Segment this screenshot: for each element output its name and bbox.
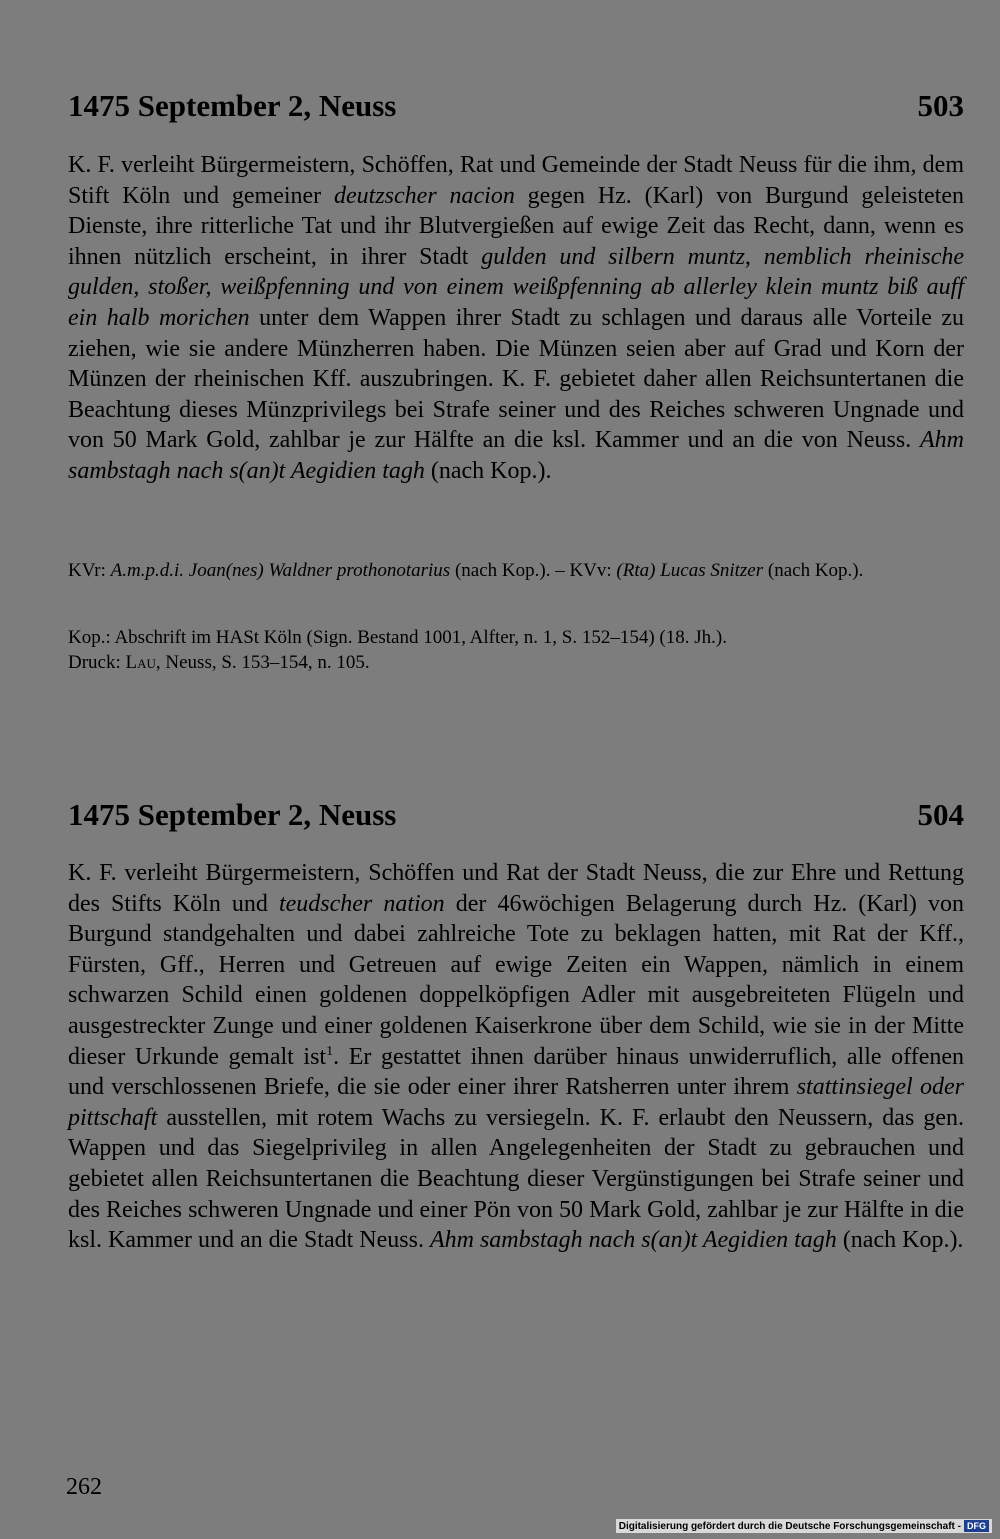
text-segment: der 46wöchigen Belagerung durch Hz. (Karl) von Burgund standgehalten und dabei zahlreiche Tote zu beklagen hatten, mit Rat der Kff., Fürsten, Gff., Herren und Getreuen auf ewige Zeiten ein Wappen, nämlich in einem schwarzen Schild einen goldenen doppelköpfigen Adler mit ausgebreiteten Flügeln und ausgestreckter Zunge und einer goldenen Kaiserkrone über dem Schild, wie sie in der Mitte dieser Urkunde gemalt ist: [68, 890, 964, 1070]
entry-504-number: 504: [917, 797, 964, 832]
page-number: 262: [66, 1474, 102, 1500]
text-segment: gegen Hz. (Karl) von Burgund geleisteten Dienste, ihre ritterliche Tat und ihr Blutvergießen auf ewige Zeit das Recht, dann, wenn es ihnen nützlich erscheint, in ihrer Stadt: [68, 182, 964, 270]
italic-segment: stattinsiegel oder pittschaft: [68, 1074, 965, 1131]
entry-503-druck-prefix: Druck:: [68, 652, 126, 673]
text-segment: K. F. verleiht Bürgermeistern, Schöffen, Rat und Gemeinde der Stadt Neuss für die ihm, dem Stift Köln und gemeiner: [68, 152, 964, 209]
italic-segment: (Rta) Lucas Snitzer: [616, 560, 764, 581]
entry-503-date-place: 1475 September 2, Neuss: [68, 88, 397, 123]
entry-503-heading: [68, 88, 964, 124]
italic-segment: A.m.p.d.i. Joan(nes) Waldner prothonotarius: [110, 560, 451, 581]
entry-503-kop-note: [68, 625, 964, 675]
text-segment: ausstellen, mit rotem Wachs zu versiegeln. K. F. erlaubt den Neussern, das gen. Wappen und das Siegelprivileg in allen Angelegenheiten der Stadt zu gebrauchen und gebietet allen Reichsuntertanen die Beachtung dieser Vergünstigungen bei Strafe seiner und des Reiches schweren Ungnade und einer Pön von 50 Mark Gold, zahlbar je zur Hälfte in die ksl. Kammer und an die Stadt Neuss.: [68, 1104, 964, 1254]
entry-503-kvr-note: [68, 558, 964, 583]
italic-segment: teudscher nation: [278, 890, 445, 917]
text-segment: K. F. verleiht Bürgermeistern, Schöffen und Rat der Stadt Neuss, die zur Ehre und Rettung des Stifts Köln und: [68, 860, 964, 917]
italic-segment: gulden und silbern muntz, nemblich rheinische gulden, stoßer, weißpfenning und von einem weißpfenning ab allerley klein muntz biß auff ein halb morichen: [68, 243, 964, 331]
text-segment: (nach Kop.).: [424, 457, 552, 484]
text-segment: (nach Kop.). – KVv:: [450, 560, 617, 581]
digitization-footer: [616, 1519, 992, 1533]
entry-503-summary: [68, 150, 964, 487]
italic-segment: Ahm sambstagh nach s(an)t Aegidien tagh: [68, 427, 964, 484]
text-segment: . Er gestattet ihnen darüber hinaus unwiderruflich, alle offenen und verschlossenen Briefe, die sie oder einer ihrer Ratsherren unter ihrem: [68, 1043, 964, 1101]
entry-503-druck-author: Lau: [125, 652, 156, 673]
entry-503-kop: Kop.: Abschrift im HASt Köln (Sign. Bestand 1001, Alfter, n. 1, S. 152–154) (18. Jh.).: [68, 627, 727, 648]
entry-503-number: 503: [917, 88, 964, 123]
text-segment: (nach Kop.).: [763, 560, 864, 581]
entry-503-druck-rest: , Neuss, S. 153–154, n. 105.: [155, 652, 370, 673]
text-segment: (nach Kop.).: [836, 1227, 964, 1254]
text-segment: KVr:: [68, 560, 111, 581]
italic-segment: deutzscher nacion: [334, 182, 515, 209]
dfg-logo-icon: DFG: [964, 1520, 989, 1532]
entry-504-heading: [68, 797, 964, 833]
footnote-marker: 1: [326, 1043, 334, 1059]
text-segment: unter dem Wappen ihrer Stadt zu schlagen und daraus alle Vorteile zu ziehen, wie sie andere Münzherren haben. Die Münzen seien aber auf Grad und Korn der Münzen der rheinischen Kff. auszubringen. K. F. gebietet daher allen Reichsuntertanen die Beachtung dieses Münzprivilegs bei Strafe seiner und des Reiches schweren Ungnade und von 50 Mark Gold, zahlbar je zur Hälfte an die ksl. Kammer und an die von Neuss.: [68, 304, 964, 454]
italic-segment: Ahm sambstagh nach s(an)t Aegidien tagh: [429, 1227, 837, 1254]
entry-504-date-place: 1475 September 2, Neuss: [68, 797, 397, 832]
footer-text: Digitalisierung gefördert durch die Deutsche Forschungsgemeinschaft -: [618, 1520, 961, 1532]
entry-504-summary: [68, 858, 964, 1256]
